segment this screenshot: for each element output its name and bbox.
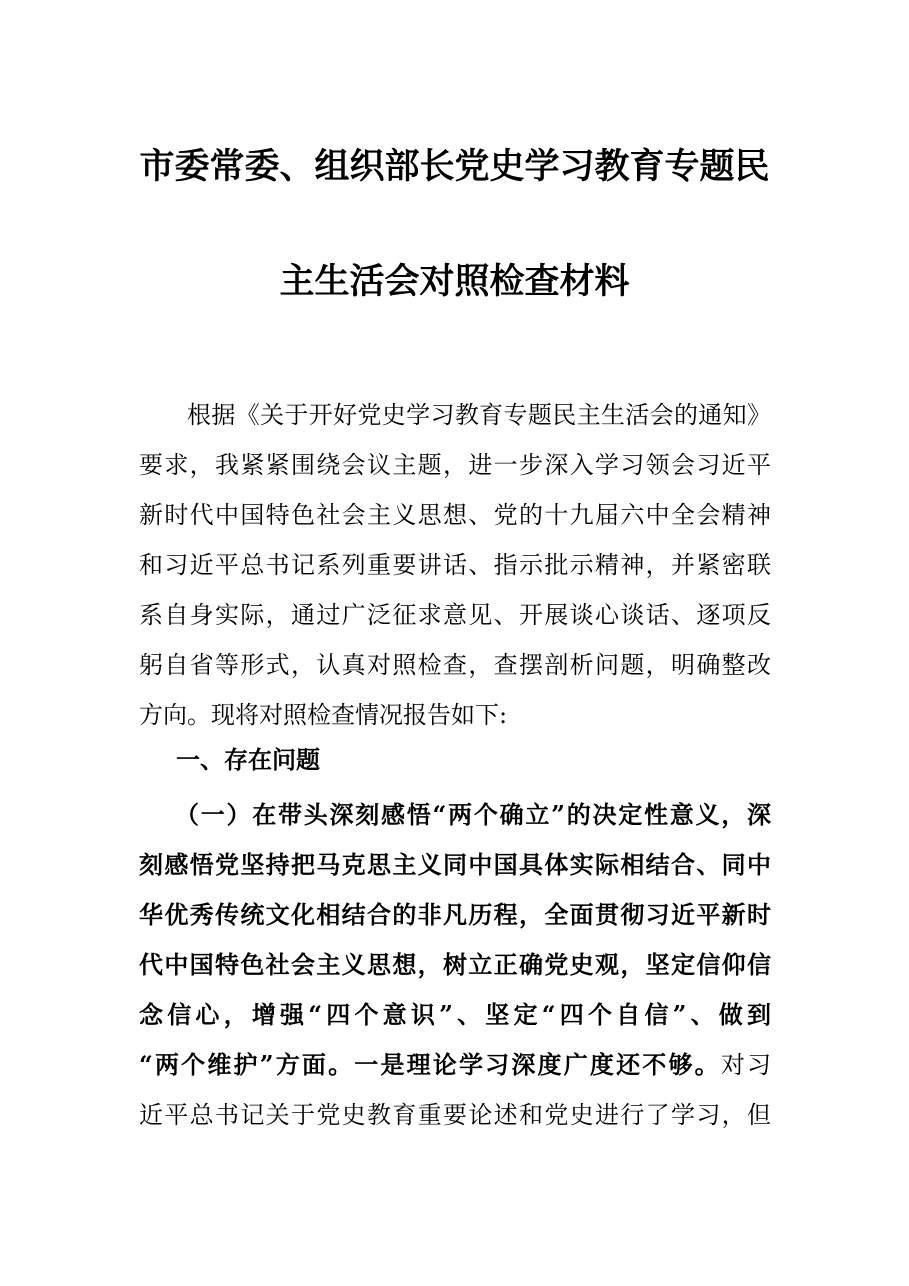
subsection-line: 刻感悟党坚持把马克思主义同中国具体实际相结合、同中 [139,850,771,879]
subsection-line: 近平总书记关于党史教育重要论述和党史进行了学习，但 [139,1101,771,1129]
subsection-line: 念信心，增强“四个意识”、坚定“四个自信”、做到 [139,1000,771,1029]
intro-line: 方向。现将对照检查情况报告如下: [139,701,508,729]
intro-line: 根据《关于开好党史学习教育专题民主生活会的通知》 [187,401,771,429]
subsection-line-bold-part: “两个维护”方面。一是理论学习深度广度还不够。 [139,1050,721,1079]
intro-line: 躬自省等形式，认真对照检查，查摆剖析问题，明确整改 [139,651,771,679]
intro-line: 和习近平总书记系列重要讲话、指示批示精神，并紧密联 [139,551,771,579]
subsection-paragraph [139,790,771,1140]
document-title-line-2: 主生活会对照检查材料 [279,262,630,302]
intro-line: 新时代中国特色社会主义思想、党的十九届六中全会精神 [139,501,771,529]
subsection-line-normal-part: 对习 [720,1051,772,1079]
subsection-line: 代中国特色社会主义思想，树立正确党史观，坚定信仰信 [139,950,771,979]
section-heading: 一、存在问题 [176,745,320,774]
subsection-line [139,1040,771,1090]
subsection-line: 华优秀传统文化相结合的非凡历程，全面贯彻习近平新时 [139,900,771,929]
intro-line: 系自身实际，通过广泛征求意见、开展谈心谈话、逐项反 [139,601,771,629]
document-title-line-1: 市委常委、组织部长党史学习教育专题民 [139,147,770,187]
intro-paragraph [139,390,771,740]
subsection-line: （一）在带头深刻感悟“两个确立”的决定性意义，深 [175,800,771,829]
intro-line: 要求，我紧紧围绕会议主题，进一步深入学习领会习近平 [139,451,771,479]
